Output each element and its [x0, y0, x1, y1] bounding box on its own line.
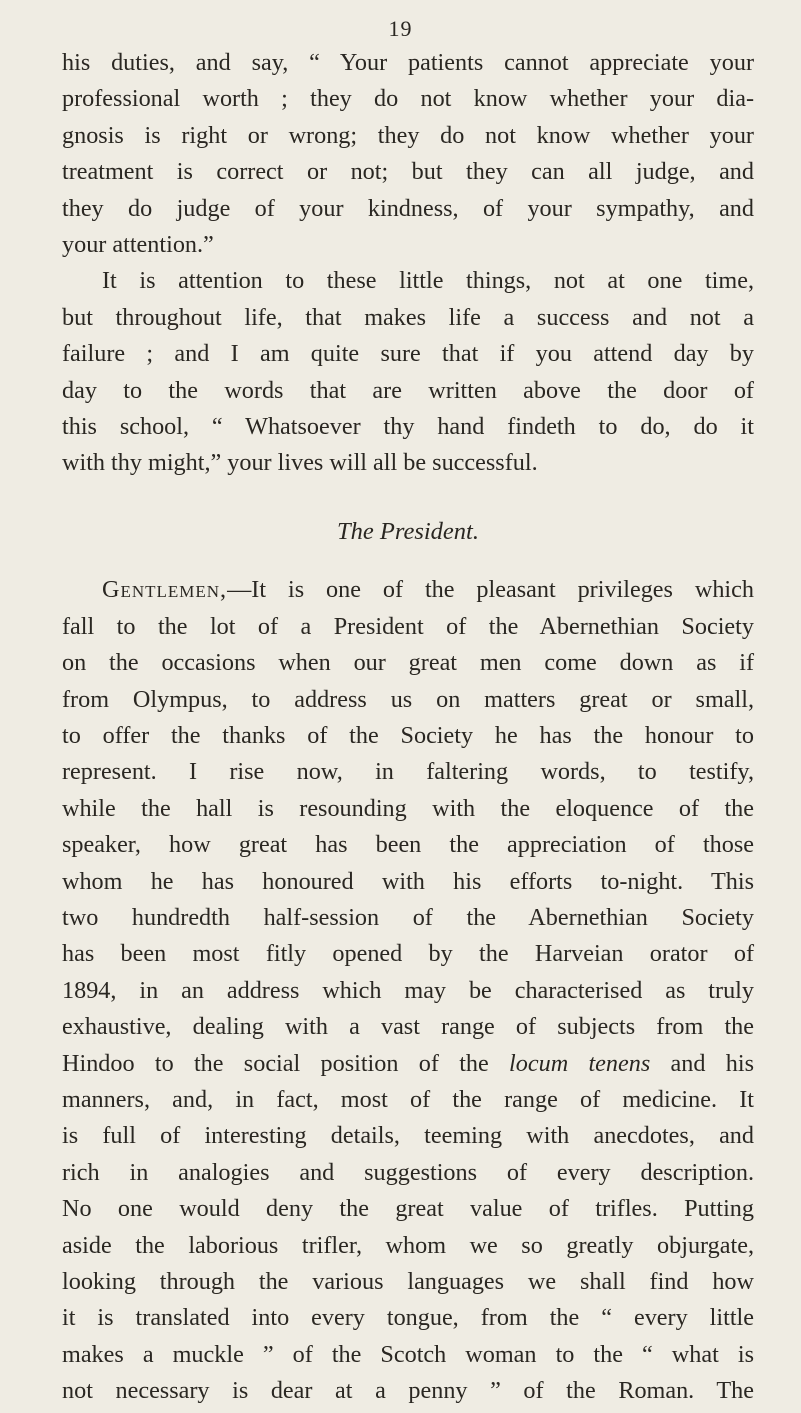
salutation-rest: —It is one of the pleasant privileges which — [227, 576, 754, 604]
text-fragment: and his — [650, 1049, 754, 1077]
text-line: your attention.” — [62, 231, 214, 259]
text-fragment: Hindoo to the social position of the — [62, 1049, 510, 1077]
text-line: his duties, and say, “ Your patients cannot appreciate your — [62, 49, 754, 76]
text-line: they do judge of your kindness, of your sympathy, and — [62, 194, 754, 222]
text-line: It is attention to these little things, not at one time, — [102, 267, 754, 295]
paragraph-president-address — [62, 572, 754, 1409]
text-line — [62, 572, 754, 608]
text-line: to offer the thanks of the Society he has the honour to — [62, 721, 754, 749]
text-line: but throughout life, that makes life a success and not a — [62, 303, 754, 331]
text-line: failure ; and I am quite sure that if you attend day by — [62, 340, 754, 368]
text-line: gnosis is right or wrong; they do not know whether your — [62, 121, 754, 149]
page-body — [62, 45, 754, 1410]
text-line: while the hall is resounding with the eloquence of the — [62, 794, 754, 822]
text-line: not necessary is dear at a penny ” of the Roman. The — [62, 1377, 754, 1405]
text-line: it is translated into every tongue, from the “ every little — [62, 1304, 754, 1332]
salutation: Gentlemen, — [102, 576, 228, 604]
text-line: exhaustive, dealing with a vast range of subjects from the — [62, 1013, 754, 1041]
italic-term: locum tenens — [509, 1049, 651, 1077]
text-line: has been most fitly opened by the Harveian orator of — [62, 940, 754, 968]
text-line — [62, 1046, 754, 1082]
text-line: fall to the lot of a President of the Abernethian Society — [62, 612, 754, 640]
text-line: No one would deny the great value of trifles. Putting — [62, 1195, 754, 1223]
text-line: day to the words that are written above the door of — [62, 376, 754, 404]
text-line: professional worth ; they do not know whether your dia- — [62, 85, 754, 113]
text-line: 1894, in an address which may be characterised as truly — [62, 976, 754, 1004]
text-line: makes a muckle ” of the Scotch woman to the “ what is — [62, 1340, 754, 1368]
text-line: this school, “ Whatsoever thy hand findeth to do, do it — [62, 413, 754, 441]
text-line: is full of interesting details, teeming with anecdotes, and — [62, 1122, 754, 1150]
text-line: manners, and, in fact, most of the range of medicine. It — [62, 1085, 754, 1113]
text-line: two hundredth half-session of the Abernethian Society — [62, 903, 754, 931]
text-line: on the occasions when our great men come down as if — [62, 649, 754, 677]
text-line: whom he has honoured with his efforts to-night. This — [62, 867, 754, 895]
paragraph-attention — [62, 263, 754, 481]
page-number: 19 — [388, 16, 413, 41]
text-line: represent. I rise now, in faltering words, to testify, — [62, 758, 754, 786]
text-line: treatment is correct or not; but they can all judge, and — [62, 158, 754, 186]
text-line: aside the laborious trifler, whom we so greatly objurgate, — [62, 1231, 754, 1259]
text-line: looking through the various languages we shall find how — [62, 1268, 754, 1295]
text-line: rich in analogies and suggestions of every description. — [62, 1158, 754, 1186]
paragraph-continuation — [62, 45, 754, 263]
section-heading: The President. — [337, 517, 479, 545]
text-line: speaker, how great has been the appreciation of those — [62, 831, 754, 859]
text-line: from Olympus, to address us on matters great or small, — [62, 685, 754, 713]
text-line: with thy might,” your lives will all be successful. — [62, 449, 538, 477]
